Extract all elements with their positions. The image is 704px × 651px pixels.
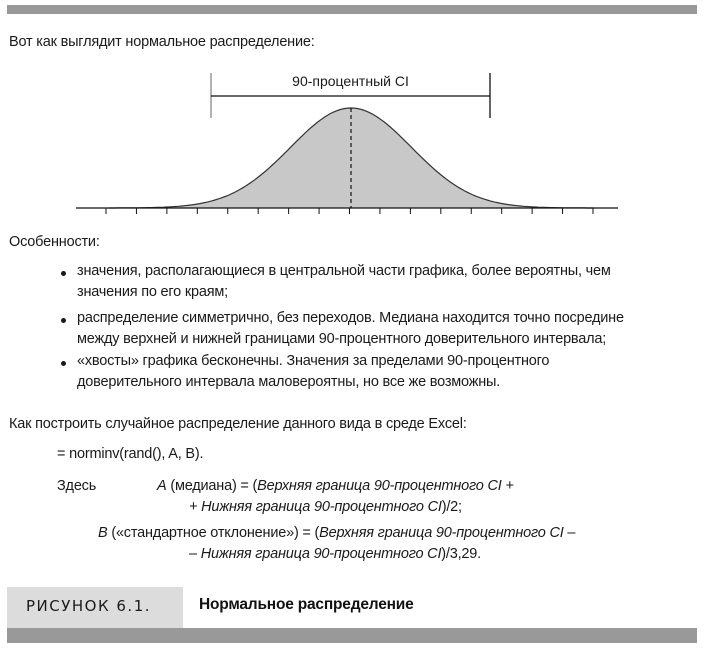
- a-expr-1: Верхняя граница 90-процентного CI +: [257, 478, 514, 494]
- intro-text: Вот как выглядит нормальное распределение:: [9, 34, 315, 50]
- a-tail: )/2;: [441, 499, 462, 515]
- bottom-rule: [7, 628, 697, 643]
- bullet-icon: [61, 318, 66, 323]
- bullet-icon: [61, 361, 66, 366]
- feature-3-line-2: доверительного интервала маловероятны, но все же возможны.: [77, 374, 501, 390]
- ci-label: 90-процентный CI: [292, 73, 409, 89]
- top-rule: [7, 5, 697, 14]
- x-ticks: [106, 208, 593, 214]
- b-expr-2: – Нижняя граница 90-процентного CI: [189, 546, 442, 562]
- b-desc: («стандартное отклонение») = (: [107, 525, 320, 541]
- a-var: A: [157, 478, 167, 494]
- a-desc: (медиана) = (: [166, 478, 258, 494]
- bullet-icon: [61, 271, 66, 276]
- feature-2-line-1: распределение симметрично, без переходов. Медиана находится точно посредине: [77, 310, 624, 326]
- excel-formula: = norminv(rand(), A, B).: [57, 446, 204, 462]
- b-tail: )/3,29.: [441, 546, 481, 562]
- feature-1-line-1: значения, располагающиеся в центральной части графика, более вероятны, чем: [77, 263, 611, 279]
- here-label: Здесь: [57, 478, 97, 494]
- b-definition-cont: [189, 546, 481, 562]
- b-var: B: [98, 525, 108, 541]
- feature-3-line-1: «хвосты» графика бесконечны. Значения за пределами 90-процентного: [77, 353, 550, 369]
- normal-distribution-chart: [0, 60, 704, 225]
- figure-title: Нормальное распределение: [199, 596, 414, 613]
- feature-2-line-2: между верхней и нижней границами 90-процентного доверительного интервала;: [77, 331, 607, 347]
- features-heading: Особенности:: [9, 234, 100, 250]
- figure-label: РИСУНОК 6.1.: [26, 597, 152, 615]
- b-expr-1: Верхняя граница 90-процентного CI –: [319, 525, 576, 541]
- feature-1-line-2: значения по его краям;: [77, 284, 229, 300]
- b-definition: [98, 525, 575, 541]
- a-definition-cont: [189, 499, 462, 515]
- a-definition: [157, 478, 514, 494]
- excel-heading: Как построить случайное распределение данного вида в среде Excel:: [9, 416, 467, 432]
- a-expr-2: + Нижняя граница 90-процентного CI: [189, 499, 442, 515]
